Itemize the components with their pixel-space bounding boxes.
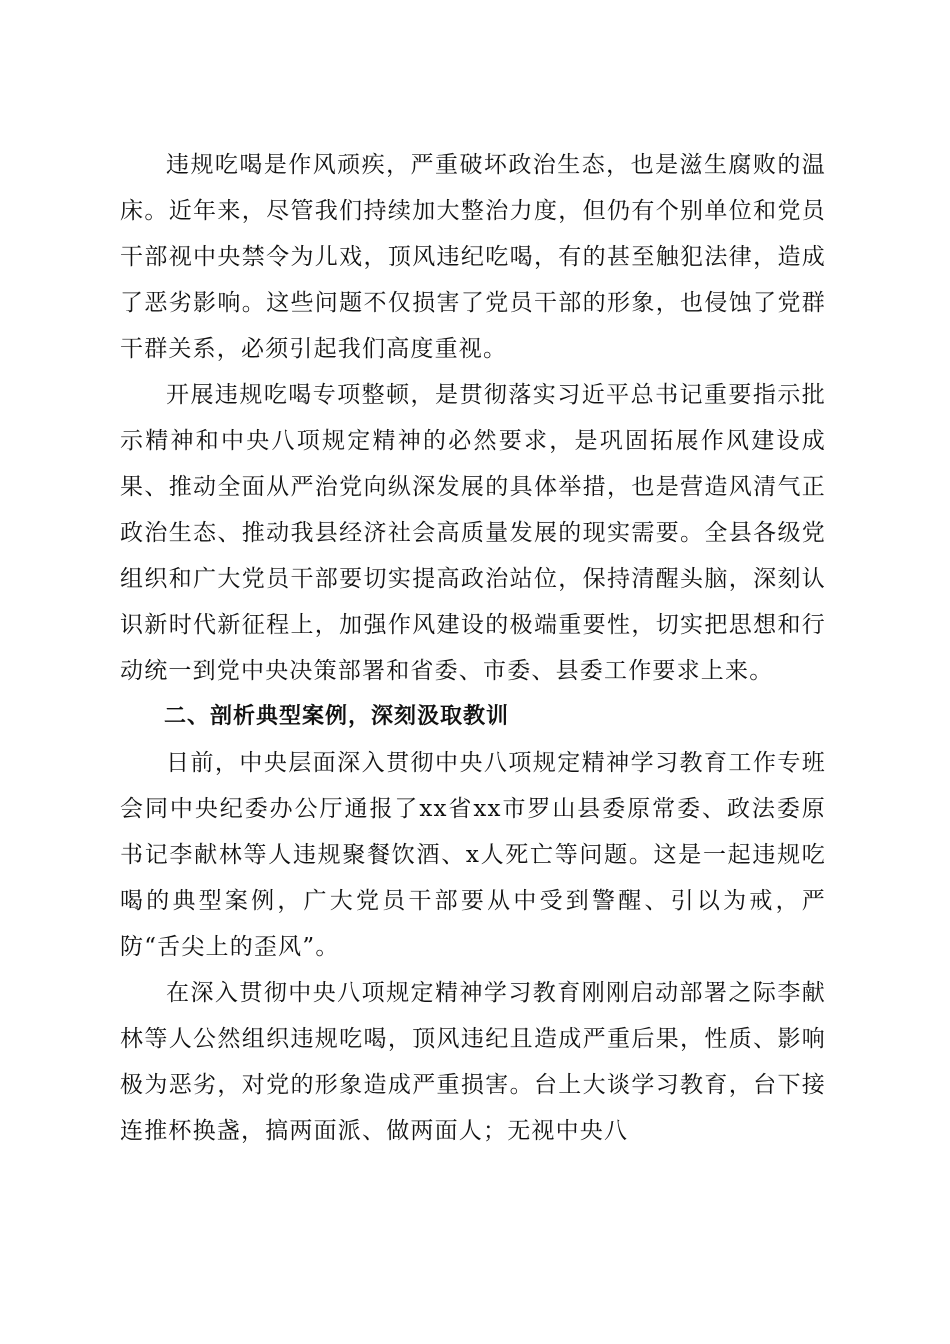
paragraph-case-2: 在深入贯彻中央八项规定精神学习教育刚刚启动部署之际李献林等人公然组织违规吃喝，顶风违纪且造成严重后果，性质、影响极为恶劣，对党的形象造成严重损害。台上大谈学习教育，台下接连推杯换盏，搞两面派、做两面人；无视中央八: [120, 980, 826, 1144]
document-body: [120, 142, 826, 1154]
paragraph-case-1: 日前，中央层面深入贯彻中央八项规定精神学习教育工作专班会同中央纪委办公厅通报了xx省xx市罗山县委原常委、政法委原书记李献林等人违规聚餐饮酒、x人死亡等问题。这是一起违规吃喝的典型案例，广大党员干部要从中受到警醒、引以为戒，严防“舌尖上的歪风”。: [120, 750, 826, 960]
section-heading: 二、剖析典型案例，深刻汲取教训: [164, 704, 510, 729]
paragraph-intro-2: 开展违规吃喝专项整顿，是贯彻落实习近平总书记重要指示批示精神和中央八项规定精神的必然要求，是巩固拓展作风建设成果、推动全面从严治党向纵深发展的具体举措，也是营造风清气正政治生态、推动我县经济社会高质量发展的现实需要。全县各级党组织和广大党员干部要切实提高政治站位，保持清醒头脑，深刻认识新时代新征程上，加强作风建设的极端重要性，切实把思想和行动统一到党中央决策部署和省委、市委、县委工作要求上来。: [120, 382, 826, 684]
paragraph-intro-1: 违规吃喝是作风顽疾，严重破坏政治生态，也是滋生腐败的温床。近年来，尽管我们持续加大整治力度，但仍有个别单位和党员干部视中央禁令为儿戏，顶风违纪吃喝，有的甚至触犯法律，造成了恶劣影响。这些问题不仅损害了党员干部的形象，也侵蚀了党群干群关系，必须引起我们高度重视。: [120, 152, 826, 362]
